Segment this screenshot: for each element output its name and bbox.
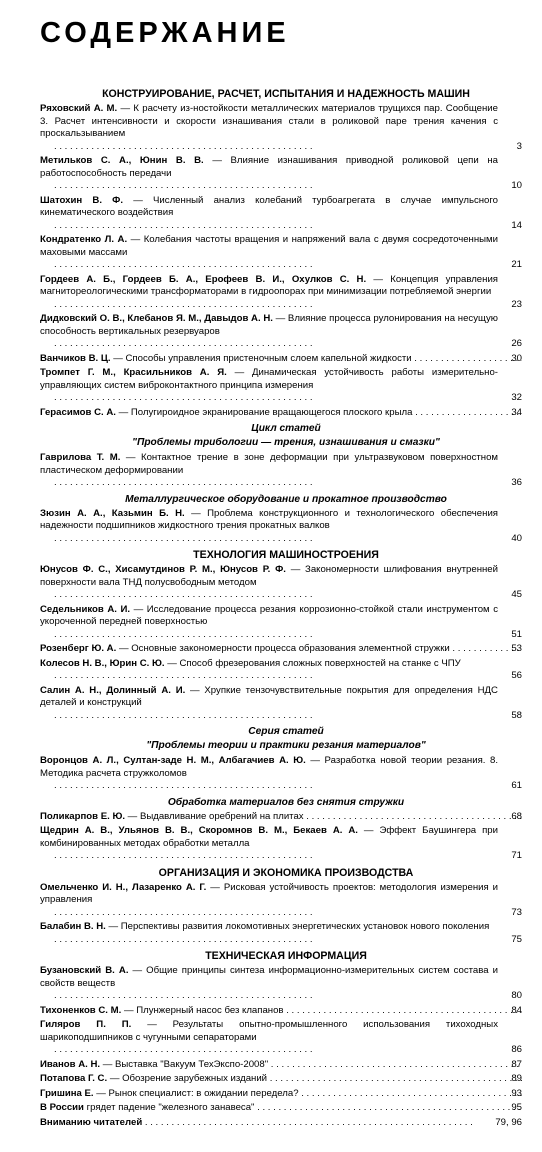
entry-page-number: 23 bbox=[511, 298, 522, 310]
entry-title: — Обозрение зарубежных изданий bbox=[107, 1073, 268, 1084]
dot-leader bbox=[40, 392, 498, 405]
toc-entry[interactable] bbox=[40, 508, 522, 546]
toc-entry[interactable] bbox=[40, 1102, 522, 1115]
entry-authors: Потапова Г. С. bbox=[40, 1073, 108, 1084]
entry-title: — Концепция управления магнитореологическими трансформаторами в гидроопорах при минимизации потребляемой энергии bbox=[40, 273, 498, 297]
entry-title: — Проблема конструкционного и технологического обеспечения надежности подшипников жидкостного трения прокатных валков bbox=[40, 507, 498, 531]
entry-title: — Закономерности шлифования внутренней поверхности вала ТНД полусвободным методом bbox=[40, 564, 498, 588]
section-heading: ОРГАНИЗАЦИЯ И ЭКОНОМИКА ПРОИЗВОДСТВА bbox=[158, 866, 414, 879]
entry-page-number: 89 bbox=[511, 1073, 522, 1084]
dot-leader bbox=[40, 180, 498, 193]
entry-authors: Щедрин А. В., Ульянов В. В., Скоромнов В. М., Бекаев А. А. bbox=[40, 825, 358, 836]
entry-authors: Гаврилова Т. М. bbox=[40, 452, 121, 463]
entry-page-number: 32 bbox=[511, 392, 522, 403]
section-heading: ТЕХНОЛОГИЯ МАШИНОСТРОЕНИЯ bbox=[193, 549, 379, 561]
entry-page-number: 26 bbox=[511, 338, 522, 349]
entry-authors: Ряховский А. М. bbox=[40, 103, 118, 114]
dot-leader bbox=[40, 141, 498, 154]
dot-leader bbox=[40, 990, 498, 1003]
toc-entry[interactable] bbox=[40, 367, 522, 405]
entry-authors: Колесов Н. В., Юрин С. Ю. bbox=[40, 657, 165, 669]
subsection-heading: Серия статей bbox=[248, 726, 324, 737]
toc-entry[interactable] bbox=[40, 811, 522, 824]
toc-entry[interactable] bbox=[40, 882, 522, 920]
subsection-heading: Цикл статей bbox=[251, 423, 321, 434]
entry-title: — Полугироидное экранирование вращающегося плоского крыла bbox=[115, 406, 413, 418]
entry-page-number: 30 bbox=[511, 352, 522, 364]
dot-leader bbox=[40, 533, 498, 546]
dot-leader bbox=[40, 220, 498, 233]
dot-leader bbox=[40, 589, 498, 602]
subsection-heading: Обработка материалов без снятия стружки bbox=[167, 796, 405, 808]
entry-title: — Способ фрезерования сложных поверхностей на станке с ЧПУ bbox=[164, 657, 461, 669]
entry-title: — Выдавливание оребрений на плитах bbox=[125, 810, 304, 822]
entry-title: — Динамическая устойчивость работы измерительно-управляющих систем виброконтактного принципа измерения bbox=[40, 367, 498, 391]
entry-page-number: 86 bbox=[511, 1044, 522, 1055]
dot-leader bbox=[40, 259, 498, 272]
entry-title: — Влияние процесса рулонирования на несущую способность вертикальных резервуаров bbox=[40, 313, 498, 337]
series-title: "Проблемы теории и практики резания материалов" bbox=[146, 740, 426, 751]
dot-leader bbox=[40, 338, 498, 351]
entry-title: — Общие принципы синтеза информационно-измерительных систем состава и свойств веществ bbox=[40, 965, 498, 989]
entry-page-number: 95 bbox=[511, 1102, 522, 1113]
entry-title: — Выставка "Вакуум ТехЭкспо-2008" bbox=[100, 1058, 269, 1070]
entry-page-number: 75 bbox=[511, 933, 522, 945]
toc-entry[interactable] bbox=[40, 921, 522, 946]
entry-authors: Гришина Е. bbox=[40, 1087, 94, 1099]
entry-page-number: 34 bbox=[511, 406, 522, 418]
entry-authors: Ванчиков В. Ц. bbox=[40, 352, 111, 364]
entry-page-number: 45 bbox=[511, 589, 522, 600]
toc-entry[interactable] bbox=[40, 452, 522, 490]
toc-entry[interactable] bbox=[40, 1117, 522, 1130]
section-heading: ТЕХНИЧЕСКАЯ ИНФОРМАЦИЯ bbox=[205, 950, 367, 962]
dot-leader bbox=[40, 670, 498, 683]
entry-page-number: 68 bbox=[511, 810, 522, 822]
entry-page-number: 93 bbox=[511, 1087, 522, 1099]
dot-leader bbox=[40, 299, 498, 312]
toc-entry[interactable] bbox=[40, 195, 522, 233]
toc-entry[interactable] bbox=[40, 1019, 522, 1057]
toc-entry[interactable] bbox=[40, 1059, 522, 1072]
entry-title: — Плунжерный насос без клапанов bbox=[121, 1004, 284, 1016]
toc-entry[interactable] bbox=[40, 755, 522, 793]
entry-page-number: 3 bbox=[516, 140, 522, 152]
entry-page-number: 51 bbox=[511, 628, 522, 640]
page-title: СОДЕРЖАНИЕ bbox=[40, 17, 290, 49]
entry-authors: Воронцов А. Л., Султан-заде Н. М., Албагачиев А. Ю. bbox=[40, 755, 306, 766]
entry-authors: Юнусов Ф. С., Хисамутдинов Р. М., Юнусов Р. Ф. bbox=[40, 564, 286, 575]
entry-title: — Рисковая устойчивость проектов: методология измерения и управления bbox=[40, 881, 498, 905]
entry-title: — Способы управления пристеночным слоем капельной жидкости bbox=[110, 352, 412, 364]
entry-page-number: 10 bbox=[511, 180, 522, 191]
entry-title: — Разработка новой теории резания. 8. Методика расчета стружколомов bbox=[40, 755, 498, 779]
entry-title: — Рынок специалист: в ожидании передела? bbox=[93, 1087, 299, 1099]
entry-title: — Хрупкие тензочувствительные покрытия для определения НДС деталей и конструкций bbox=[40, 684, 498, 708]
entry-page-number: 87 bbox=[511, 1058, 522, 1070]
section-heading: КОНСТРУИРОВАНИЕ, РАСЧЕТ, ИСПЫТАНИЯ И НАДЕЖНОСТЬ МАШИН bbox=[102, 88, 470, 100]
entry-page-number: 53 bbox=[511, 643, 522, 654]
dot-leader bbox=[40, 710, 498, 723]
toc-entry[interactable] bbox=[40, 685, 522, 723]
entry-authors: Седельников А. И. bbox=[40, 603, 131, 615]
entry-title: — Результаты опытно-промышленного использования тихоходных шарикоподшипников с чугунными сепараторами bbox=[40, 1019, 498, 1043]
entry-authors: Розенберг Ю. А. bbox=[40, 643, 117, 654]
dot-leader bbox=[40, 907, 498, 920]
entry-title: грядет падение "железного занавеса" bbox=[83, 1102, 255, 1113]
toc-entry[interactable] bbox=[40, 1005, 522, 1018]
entry-authors: Балабин В. Н. bbox=[40, 921, 106, 932]
entry-authors: Дидковский О. В., Клебанов Я. М., Давыдов А. Н. bbox=[40, 313, 273, 324]
entry-authors: Зюзин А. А., Казьмин Б. Н. bbox=[40, 507, 185, 519]
entry-authors: Герасимов С. А. bbox=[40, 406, 116, 418]
entry-page-number: 73 bbox=[511, 906, 522, 918]
toc-entry[interactable] bbox=[40, 313, 522, 351]
entry-page-number: 36 bbox=[511, 477, 522, 488]
entry-authors: Гордеев А. Б., Гордеев Б. А., Ерофеев В. И., Охулков С. Н. bbox=[40, 273, 367, 285]
entry-page-number: 14 bbox=[511, 219, 522, 231]
entry-page-number: 84 bbox=[511, 1004, 522, 1016]
dot-leader bbox=[40, 629, 498, 642]
entry-title: — Эффект Баушингера при комбинированных методах обработки металла bbox=[40, 825, 498, 849]
toc-entry[interactable] bbox=[40, 564, 522, 602]
entry-authors: В России bbox=[40, 1102, 84, 1113]
entry-title: — Исследование процесса резания коррозионно-стойкой стали инструментом с укороченной передней поверхностью bbox=[40, 603, 498, 627]
entry-title: — Контактное трение в зоне деформации при ультразвуковом поверхностном пластическом деформировании bbox=[40, 452, 499, 476]
dot-leader bbox=[40, 477, 498, 490]
toc-list bbox=[40, 88, 522, 1129]
toc-entry[interactable] bbox=[40, 103, 522, 153]
entry-page-number: 79, 96 bbox=[495, 1116, 522, 1128]
toc-entry[interactable] bbox=[40, 234, 522, 272]
dot-leader bbox=[40, 780, 498, 793]
toc-entry[interactable] bbox=[40, 407, 522, 420]
entry-authors: Гиляров П. П. bbox=[40, 1019, 132, 1030]
entry-authors: Тихоненков С. М. bbox=[40, 1004, 122, 1016]
entry-authors: Поликарпов Е. Ю. bbox=[40, 810, 126, 822]
entry-authors: Салин А. Н., Долинный А. И. bbox=[40, 684, 186, 696]
entry-title: — Перспективы развития локомотивных энергетических установок нового поколения bbox=[105, 921, 490, 932]
toc-entry[interactable] bbox=[40, 274, 522, 312]
entry-page-number: 80 bbox=[511, 990, 522, 1001]
entry-title: — Основные закономерности процесса образования элементной стружки bbox=[116, 643, 450, 654]
entry-page-number: 56 bbox=[511, 670, 522, 681]
entry-title: — Колебания частоты вращения и напряжений вала с двумя сосредоточенными маховыми массами bbox=[40, 234, 499, 258]
dot-leader bbox=[40, 850, 498, 863]
toc-entry[interactable] bbox=[40, 1073, 522, 1086]
subsection-heading: Металлургическое оборудование и прокатное производство bbox=[125, 493, 447, 505]
toc-entry[interactable] bbox=[40, 965, 522, 1003]
entry-authors: Кондратенко Л. А. bbox=[40, 234, 128, 245]
entry-authors: Бузановский В. А. bbox=[40, 965, 129, 976]
toc-entry[interactable] bbox=[40, 1088, 522, 1101]
toc-entry[interactable] bbox=[40, 825, 522, 863]
entry-page-number: 61 bbox=[511, 780, 522, 791]
entry-page-number: 21 bbox=[511, 259, 522, 270]
toc-entry[interactable] bbox=[40, 658, 522, 683]
dot-leader bbox=[40, 934, 498, 947]
dot-leader bbox=[40, 1044, 498, 1057]
entry-authors: Вниманию читателей bbox=[40, 1116, 143, 1128]
entry-authors: Шатохин В. Ф. bbox=[40, 194, 124, 206]
toc-entry[interactable] bbox=[40, 643, 522, 656]
entry-authors: Тромпет Г. М., Красильников А. Я. bbox=[40, 367, 227, 378]
entry-authors: Метильков С. А., Юнин В. В. bbox=[40, 155, 204, 166]
toc-entry[interactable] bbox=[40, 604, 522, 642]
entry-page-number: 71 bbox=[511, 850, 522, 861]
series-title: "Проблемы трибологии — трения, изнашивания и смазки" bbox=[132, 437, 440, 448]
entry-authors: Омельченко И. Н., Лазаренко А. Г. bbox=[40, 881, 207, 893]
entry-title: — Численный анализ колебаний турбоагрегата в случае импульсного кинематического воздействия bbox=[40, 194, 498, 218]
entry-page-number: 40 bbox=[511, 532, 522, 544]
entry-title: — К расчету из-ностойкости металлических материалов трущихся пар. Сообщение 3. Расчет интенсивности и скорости изнашивания стали в роликовой паре трения качения с проскальзыванием bbox=[40, 103, 498, 139]
entry-authors: Иванов А. Н. bbox=[40, 1058, 101, 1070]
entry-title: — Влияние изнашивания приводной роликовой цепи на работоспособность передачи bbox=[40, 155, 498, 179]
toc-entry[interactable] bbox=[40, 155, 522, 193]
toc-entry[interactable] bbox=[40, 353, 522, 366]
entry-page-number: 58 bbox=[511, 709, 522, 721]
